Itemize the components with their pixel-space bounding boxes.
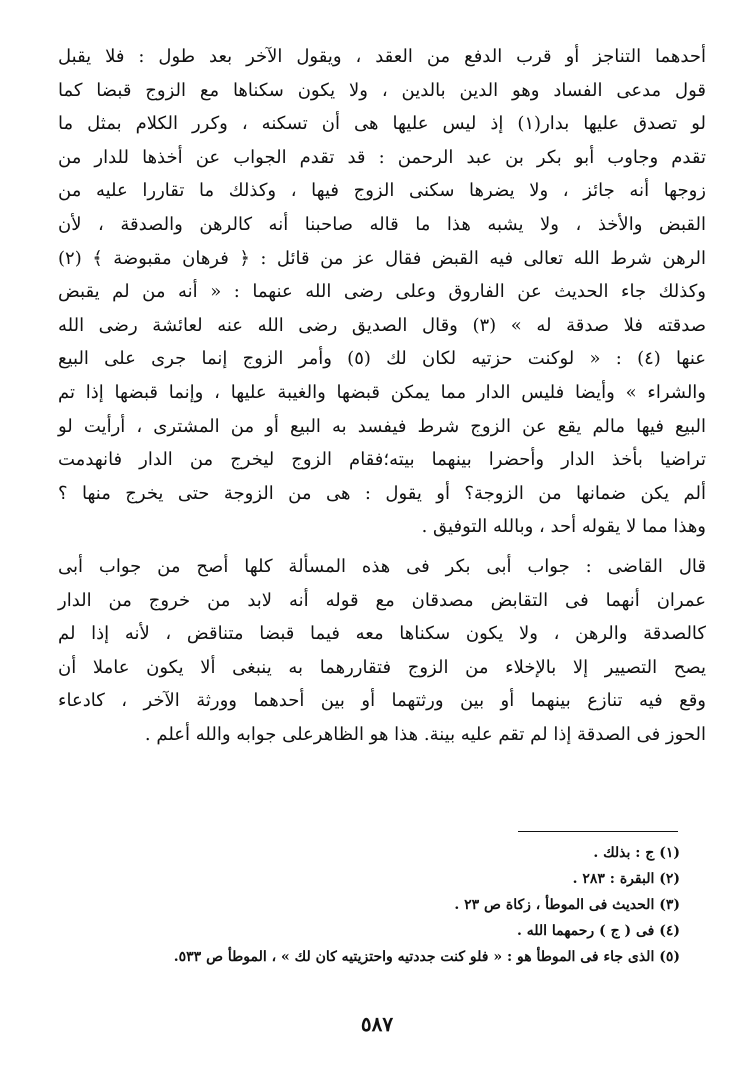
text-line: قال القاضى : جواب أبى بكر فى هذه المسألة كلها أصح من جواب أبى [58, 555, 706, 577]
text-line: والشراء » وأيضا فليس الدار مما يمكن قبضها والغيبة عليها ، وإنما قبضها إذا تم [58, 381, 706, 403]
footnote: (٣) الحديث فى الموطأ ، زكاة ص ٢٣ . [454, 897, 680, 913]
text-line: عمران أنهما فى التقابض مصدقان مع قوله أنه لابد من خروج من الدار [58, 589, 706, 611]
text-line: قول مدعى الفساد وهو الدين بالدين ، ولا يكون سكناها مع الزوج قبضا كما [58, 79, 706, 101]
footnote: (١) ج : بذلك . [593, 845, 680, 861]
footnotes [58, 840, 680, 970]
paragraph-1 [58, 40, 706, 544]
paragraph-2 [58, 550, 706, 752]
text-line: عنها (٤) : « لوكنت حزتيه لكان لك (٥) وأمر الزوج إنما جرى على البيع [58, 348, 707, 370]
footnote: (٤) فى ( ج ) رحمهما الله . [516, 923, 680, 939]
text-line: الرهن شرط الله تعالى فيه القبض فقال عز من قائل : ﴿ فرهان مقبوضة ﴾ (٢) [58, 247, 706, 269]
main-text [58, 40, 706, 751]
text-line: كالصدقة والرهن ، ولا يكون سكناها معه فيما قبضا متناقض ، لأنه إذا لم [58, 623, 706, 645]
footnote: (٢) البقرة : ٢٨٣ . [572, 871, 680, 887]
text-line: ألم يكن ضمانها من الزوجة؟ أو يقول : هى من الزوجة حتى يخرج منها ؟ [58, 482, 706, 504]
text-line: وهذا مما لا يقوله أحد ، وبالله التوفيق . [421, 516, 706, 538]
text-line: وقع فيه تنازع بينهما أو بين ورثتهما أو بين أحدهما وورثة الآخر ، كادعاء [58, 690, 706, 712]
text-line: وكذلك جاء الحديث عن الفاروق وعلى رضى الله عنهما : « أنه من لم يقبض [58, 281, 706, 303]
text-line: البيع فيها مالم يقع عن الزوج شرط فيفسد به البيع أو من المشترى ، أرأيت لو [58, 415, 706, 437]
text-line: أحدهما التناجز أو قرب الدفع من العقد ، ويقول الآخر بعد طول : فلا يقبل [58, 46, 706, 67]
text-line: تقدم وجاوب أبو بكر بن عبد الرحمن : قد تقدم الجواب عن أخذها للدار من [58, 146, 706, 168]
text-line: لو تصدق عليها بدار(١) إذ ليس عليها هى أن تسكنه ، وكرر الكلام بمثل ما [58, 113, 706, 135]
text-line: القبض والأخذ ، ولا يشبه هذا ما قاله صاحبنا أنه كالرهن والصدقة ، لأن [58, 213, 706, 235]
text-line: يصح التصيير إلا بالإخلاء من الزوج فتقاررهما به ينبغى ألا يكون عاملا أن [58, 656, 706, 678]
footnote: (٥) الذى جاء فى الموطأ هو : « فلو كنت جددتيه واحتزيتيه كان لك » ، الموطأ ص ٥٣٣. [173, 949, 680, 965]
text-line: زوجها أنه جائز ، ولا يضرها سكنى الزوج فيها ، وكذلك ما تقاررا عليه من [58, 180, 706, 202]
page-number: ٥٨٧ [360, 1012, 394, 1036]
text-line: صدقته فلا صدقة له » (٣) وقال الصديق رضى الله عنه لعائشة رضى الله [58, 314, 707, 336]
text-line: الحوز فى الصدقة إذا لم تقم عليه بينة. هذا هو الظاهرعلى جوابه والله أعلم . [144, 723, 706, 745]
text-line: تراضيا بأخذ الدار وأحضرا بينهما بيته؛فقام الزوج ليخرج من الدار فانهدمت [58, 449, 706, 471]
footnote-divider [518, 831, 678, 832]
